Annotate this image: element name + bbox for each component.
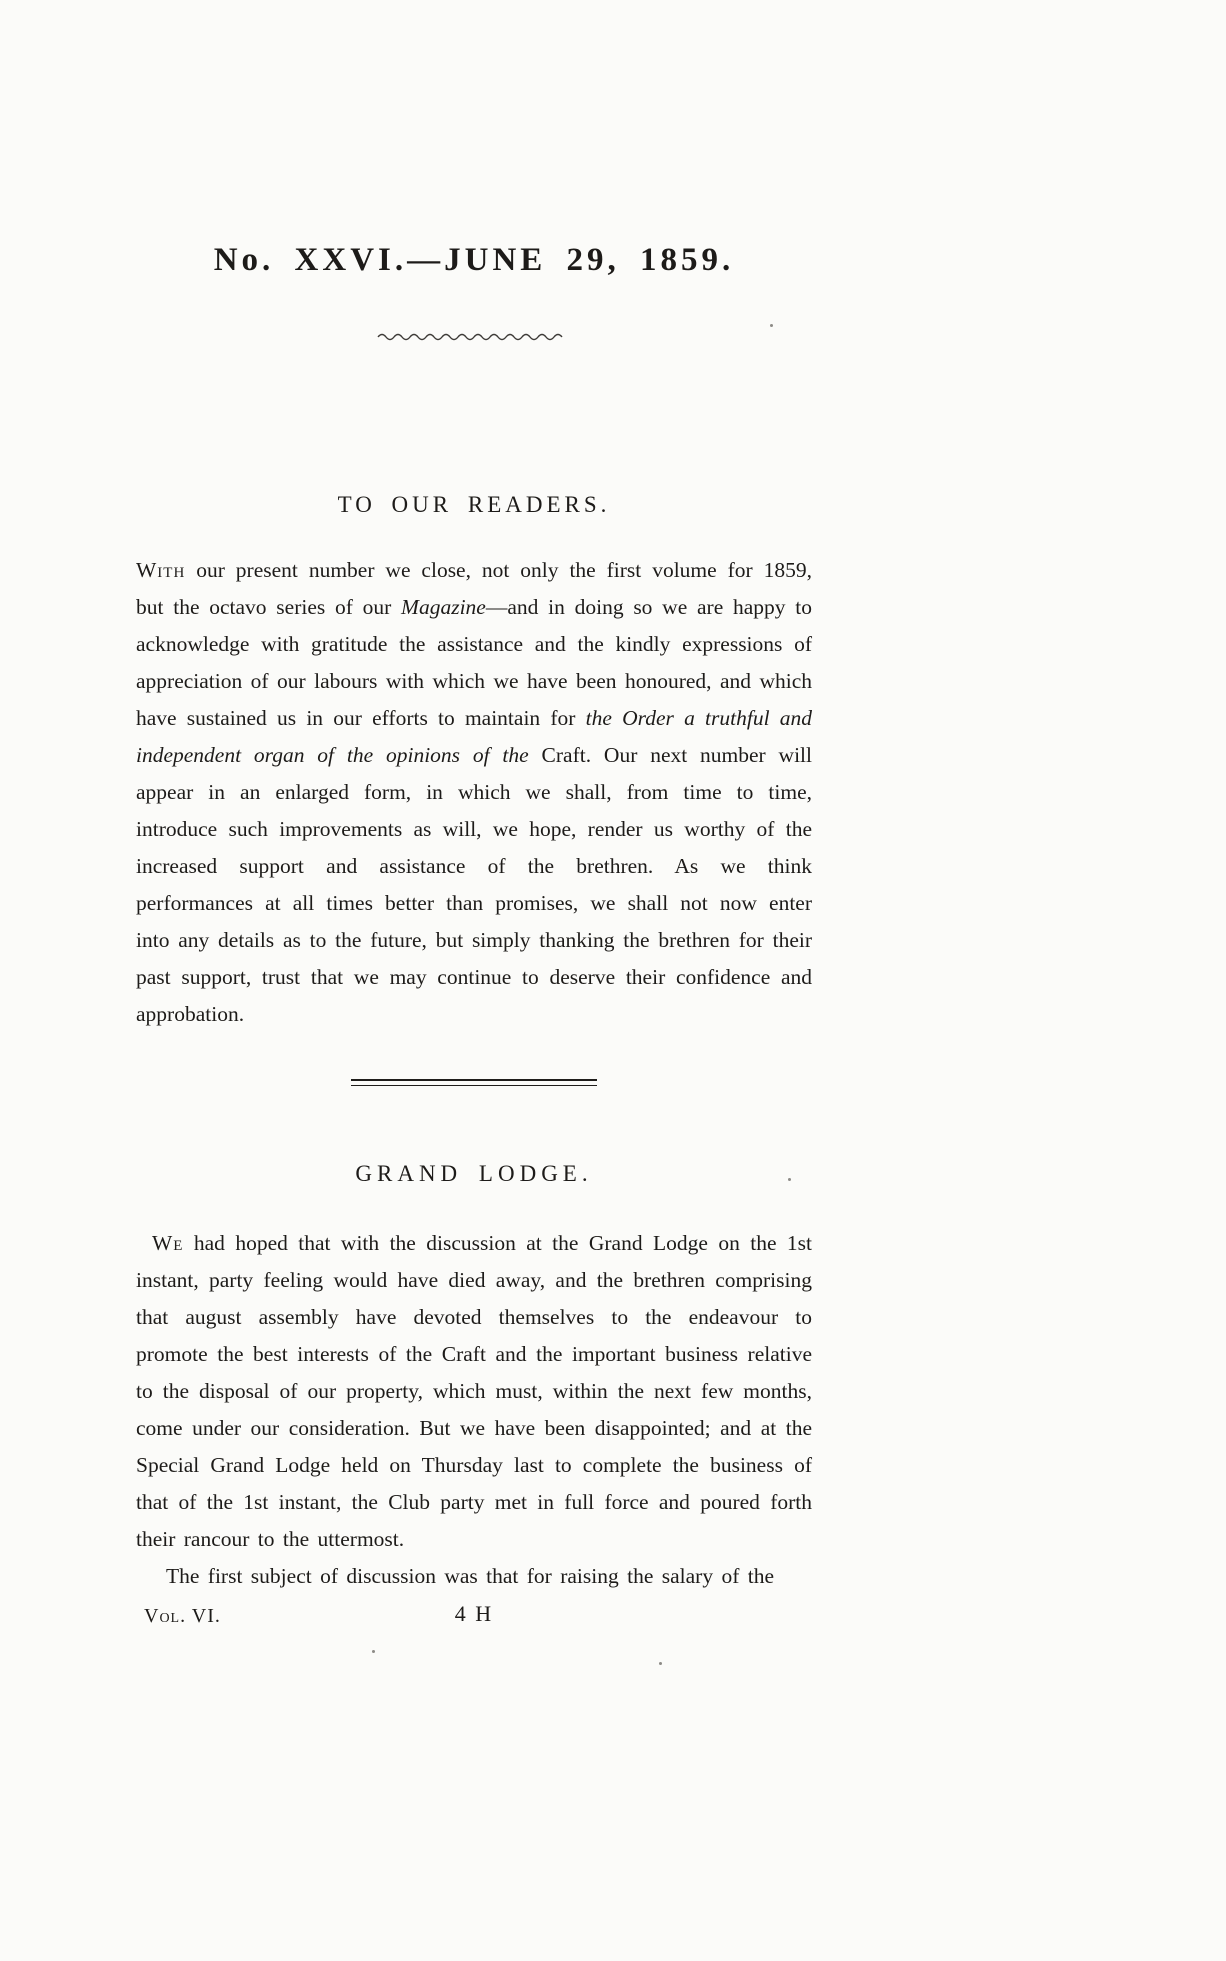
magazine-title-italic: Magazine [401, 595, 486, 619]
scan-speck [788, 1178, 791, 1181]
footer-signature-mark: 4 H [454, 1600, 494, 1626]
issue-masthead: No. XXVI.—JUNE 29, 1859. [213, 242, 735, 278]
double-rule-divider [351, 1079, 597, 1086]
scan-speck [372, 1650, 375, 1653]
section-heading-to-our-readers: TO OUR READERS. [337, 492, 611, 518]
text-block [136, 0, 812, 1635]
grand-lodge-paragraph-2: The first subject of discussion was that for raising the salary of the [166, 1563, 774, 1588]
squiggle-divider [136, 331, 812, 341]
readers-paragraph-part2: —and in doing so we are happy to acknowledge with gratitude the assistance and the kindly expressions of appreciation of our labours with which we have been honoured, and which have sustained us in our efforts to maintain for [136, 595, 812, 730]
scan-speck [659, 1662, 662, 1665]
readers-emphasis-italic: the Order a truthful and independent organ of the opinions of the [136, 706, 812, 767]
grand-lodge-paragraph-1-body: had hoped that with the discussion at the Grand Lodge on the 1st instant, party feeling would have died away, and the brethren comprising that august assembly have devoted themselves to the endeavour to promote the best interests of the Craft and the important business relative to the disposal of our property, which must, within the next few months, come under our consideration. But we have been disappointed; and at the Special Grand Lodge held on Thursday last to complete the business of that of the 1st instant, the Club party met in full force and poured forth their rancour to the uttermost. [136, 1230, 812, 1551]
grand-lodge-lead-word: We [152, 1230, 184, 1255]
section-heading-grand-lodge: GRAND LODGE. [355, 1161, 593, 1186]
scan-speck [770, 324, 773, 327]
grand-lodge-paragraph-1 [136, 1225, 812, 1558]
readers-paragraph-part1: our present number we close, not only the first volume for 1859, but the octavo series of our [136, 558, 812, 619]
page-footer [136, 1600, 812, 1635]
footer-volume-label: Vol. VI. [144, 1604, 221, 1627]
readers-lead-word: With [136, 558, 186, 582]
readers-paragraph [136, 552, 812, 1033]
readers-paragraph-part3: Craft. Our next number will appear in an enlarged form, in which we shall, from time to time, introduce such improvements as will, we hope, render us worthy of the increased support and assistance of the brethren. As we think performances at all times better than promises, we shall not now enter into any details as to the future, but simply thanking the brethren for their past support, trust that we may continue to deserve their confidence and approbation. [136, 743, 812, 1026]
squiggle-divider-line [376, 331, 572, 341]
